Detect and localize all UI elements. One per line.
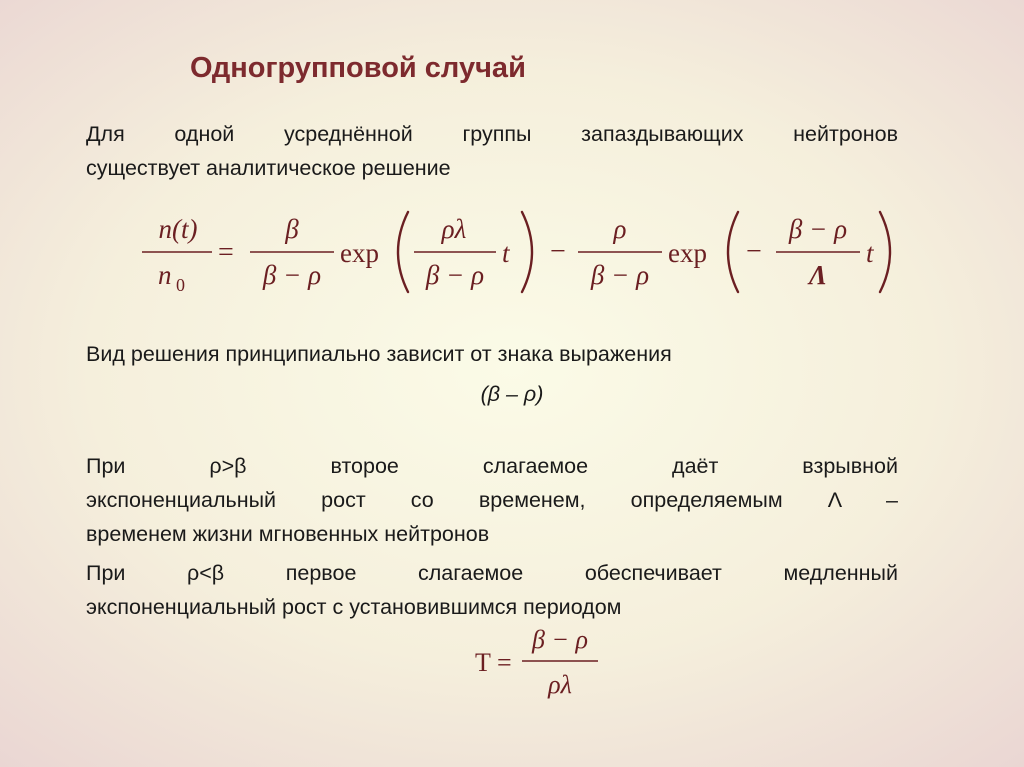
period-numerator: β − ρ xyxy=(532,625,588,654)
slide-title: Одногрупповой случай xyxy=(190,52,526,84)
period-equals: = xyxy=(497,648,512,677)
case-rho-greater-paragraph xyxy=(86,449,898,551)
time-variable-2: t xyxy=(866,238,874,268)
intro-line-1: Для одной усреднённой группы запаздывающих нейтронов xyxy=(86,122,898,146)
period-denominator: ρλ xyxy=(548,670,572,699)
arg2-minus: − xyxy=(746,236,762,267)
term1-denominator: β − ρ xyxy=(262,260,322,290)
minus-sign: − xyxy=(550,236,566,267)
case-gt-line-1: При ρ>β второе слагаемое даёт взрывной xyxy=(86,454,898,478)
term2-numerator: ρ xyxy=(613,214,627,244)
equals-sign: = xyxy=(218,237,234,268)
lhs-numerator: n(t) xyxy=(158,214,198,244)
time-variable-1: t xyxy=(502,238,510,268)
term1-numerator: β xyxy=(285,214,299,244)
period-lhs: T xyxy=(475,648,491,677)
case-rho-less-paragraph xyxy=(86,556,898,624)
left-paren-1 xyxy=(398,212,408,292)
case-gt-line-3: временем жизни мгновенных нейтронов xyxy=(86,522,490,546)
lhs-denominator: n xyxy=(158,260,172,290)
lhs-denominator-subscript: 0 xyxy=(176,275,185,295)
right-paren-1 xyxy=(522,212,532,292)
arg2-numerator: β − ρ xyxy=(788,214,848,244)
exp-1: exp xyxy=(340,238,379,268)
sign-note-expression: (β – ρ) xyxy=(480,382,544,406)
right-paren-2 xyxy=(880,212,890,292)
case-lt-line-1: При ρ<β первое слагаемое обеспечивает медленный xyxy=(86,561,898,585)
arg1-denominator: β − ρ xyxy=(425,260,485,290)
case-lt-line-2: экспоненциальный рост с установившимся периодом xyxy=(86,595,622,619)
term2-denominator: β − ρ xyxy=(590,260,650,290)
intro-line-2: существует аналитическое решение xyxy=(86,156,451,180)
arg2-denominator: Λ xyxy=(808,260,828,290)
exp-2: exp xyxy=(668,238,707,268)
arg1-numerator: ρλ xyxy=(441,214,467,244)
left-paren-2 xyxy=(728,212,738,292)
sign-note-line: Вид решения принципиально зависит от знака выражения xyxy=(86,342,672,366)
case-gt-line-2: экспоненциальный рост со временем, определяемым Λ – xyxy=(86,488,898,512)
